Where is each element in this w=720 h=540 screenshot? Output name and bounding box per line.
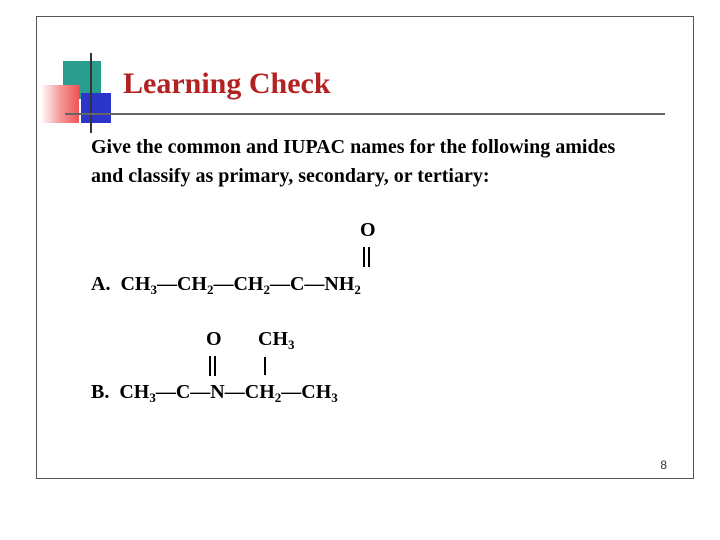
structure-a-ch2-2: $CH_2$ xyxy=(233,273,270,297)
structure-b-carbonyl-carbon: C xyxy=(175,381,191,403)
question-text: Give the common and IUPAC names for the following amides and classify as primary, secondary, or tertiary: xyxy=(91,136,616,187)
structure-b-double-bond xyxy=(209,356,216,376)
structure-b-carbonyl-oxygen: O xyxy=(206,328,222,350)
structure-b-ch3: $CH_3$ xyxy=(119,381,156,405)
logo-vertical-line xyxy=(90,53,92,133)
red-square xyxy=(41,85,79,123)
page-number: 8 xyxy=(660,458,667,472)
structure-a-carbonyl-oxygen: O xyxy=(360,219,376,241)
slide xyxy=(36,16,694,479)
structure-b-nitrogen: N xyxy=(210,381,225,403)
structure-b-label: B. xyxy=(91,381,110,403)
structure-b-ch3-end: $CH_3$ xyxy=(301,381,338,405)
structure-b-n-bond xyxy=(264,357,266,375)
structure-a-ch2-1: $CH_2$ xyxy=(176,273,214,297)
structure-a-label: A. xyxy=(91,273,111,295)
structure-b-ch2: $CH_2$ xyxy=(244,381,282,405)
structure-a-double-bond xyxy=(363,247,370,267)
structure-b-n-methyl: $CH_3$ xyxy=(258,328,295,352)
structure-b-formula: B. $CH_3—C—N—CH_2—CH_3$ xyxy=(91,381,338,405)
blue-square xyxy=(81,93,111,123)
structure-a-nh2: $NH_2$ xyxy=(324,273,361,297)
slide-title: Learning Check xyxy=(123,67,331,100)
title-underline xyxy=(65,113,665,115)
structure-a-formula: A. $CH_3—CH_2—CH_2—C—NH_2$ xyxy=(91,273,361,297)
structure-a-ch3: $CH_3$ xyxy=(120,273,157,297)
structure-a-carbonyl-carbon: C xyxy=(289,273,305,295)
